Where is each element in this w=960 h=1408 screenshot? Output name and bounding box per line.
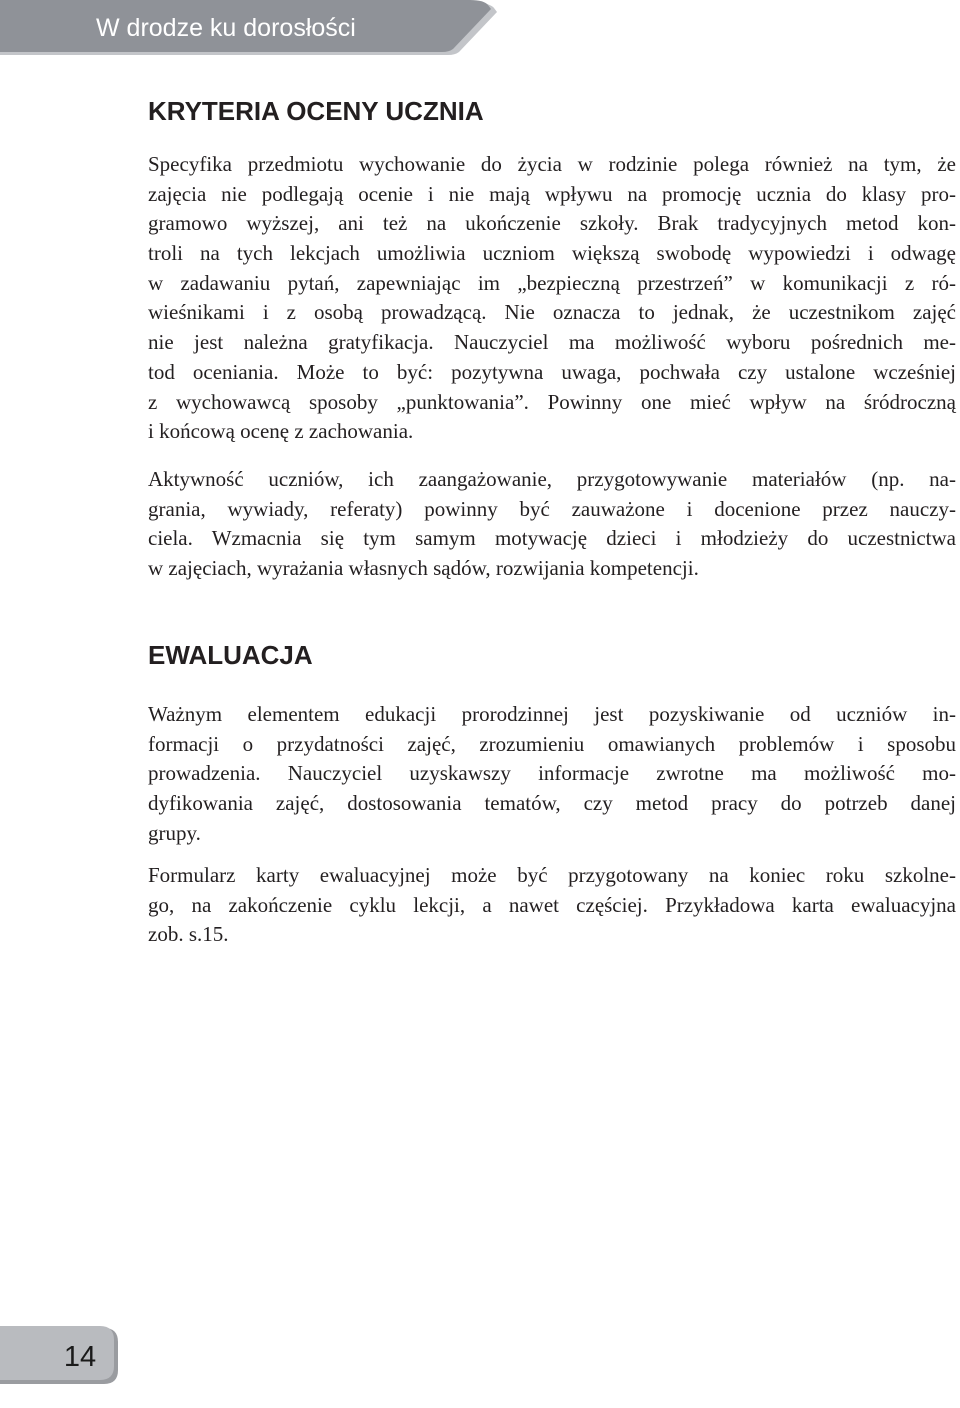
paragraph-kryteria-1: [148, 150, 956, 447]
text-line: tod oceniania. Może to być: pozytywna uwaga, pochwała czy ustalone wcześniej: [148, 359, 956, 384]
text-line: go, na zakończenie cyklu lekcji, a nawet częściej. Przykładowa karta ewaluacyjna: [148, 892, 956, 917]
text-line: ciela. Wzmacnia się tym samym motywację dzieci i młodzieży do uczestnictwa: [148, 526, 956, 551]
text-line: zob. s.15.: [148, 922, 229, 947]
text-line: zajęcia nie podlegają ocenie i nie mają wpływu na promocję ucznia do klasy pro-: [148, 181, 956, 206]
text-line: nie jest należna gratyfikacja. Nauczyciel ma możliwość wyboru pośrednich me-: [148, 330, 956, 355]
text-line: grupy.: [148, 820, 201, 845]
text-line: i końcową ocenę z zachowania.: [148, 419, 414, 444]
header-tab: [0, 0, 500, 56]
text-line: wieśnikami i z osobą prowadzącą. Nie oznacza to jednak, że uczestnikom zajęć: [148, 300, 956, 325]
text-line: Specyfika przedmiotu wychowanie do życia w rodzinie polega również na tym, że: [148, 152, 956, 176]
text-line: gramowo wyższej, ani też na ukończenie szkoły. Brak tradycyjnych metod kon-: [148, 211, 956, 236]
section-heading-ewaluacja: EWALUACJA: [148, 640, 313, 670]
paragraph-ewaluacja-2: [148, 861, 956, 950]
running-header-title: W drodze ku dorosłości: [96, 14, 356, 42]
text-line: Aktywność uczniów, ich zaangażowanie, przygotowywanie materiałów (np. na-: [148, 467, 956, 491]
text-line: w zadawaniu pytań, zapewniając im „bezpieczną przestrzeń” w komunikacji z ró-: [148, 270, 956, 295]
paragraph-kryteria-2: [148, 465, 956, 584]
text-line: prowadzenia. Nauczyciel uzyskawszy informacje zwrotne ma możliwość mo-: [148, 761, 956, 786]
text-line: formacji o przydatności zajęć, zrozumieniu omawianych problemów i sposobu: [148, 731, 956, 756]
text-line: troli na tych lekcjach umożliwia uczniom większą swobodę wypowiedzi i odwagę: [148, 241, 956, 266]
page-number: 14: [63, 1341, 97, 1373]
text-line: w zajęciach, wyrażania własnych sądów, rozwijania kompetencji.: [148, 556, 699, 581]
section-heading-kryteria: KRYTERIA OCENY UCZNIA: [148, 96, 484, 126]
text-line: dyfikowania zajęć, dostosowania tematów, czy metod pracy do potrzeb danej: [148, 791, 956, 816]
text-line: grania, wywiady, referaty) powinny być zauważone i docenione przez nauczy-: [148, 496, 956, 521]
text-line: z wychowawcą sposoby „punktowania”. Powinny one mieć wpływ na śródroczną: [148, 389, 956, 414]
paragraph-ewaluacja-1: [148, 700, 956, 848]
text-line: Ważnym elementem edukacji prorodzinnej jest pozyskiwanie od uczniów in-: [148, 702, 956, 726]
text-line: Formularz karty ewaluacyjnej może być przygotowany na koniec roku szkolne-: [148, 863, 956, 887]
